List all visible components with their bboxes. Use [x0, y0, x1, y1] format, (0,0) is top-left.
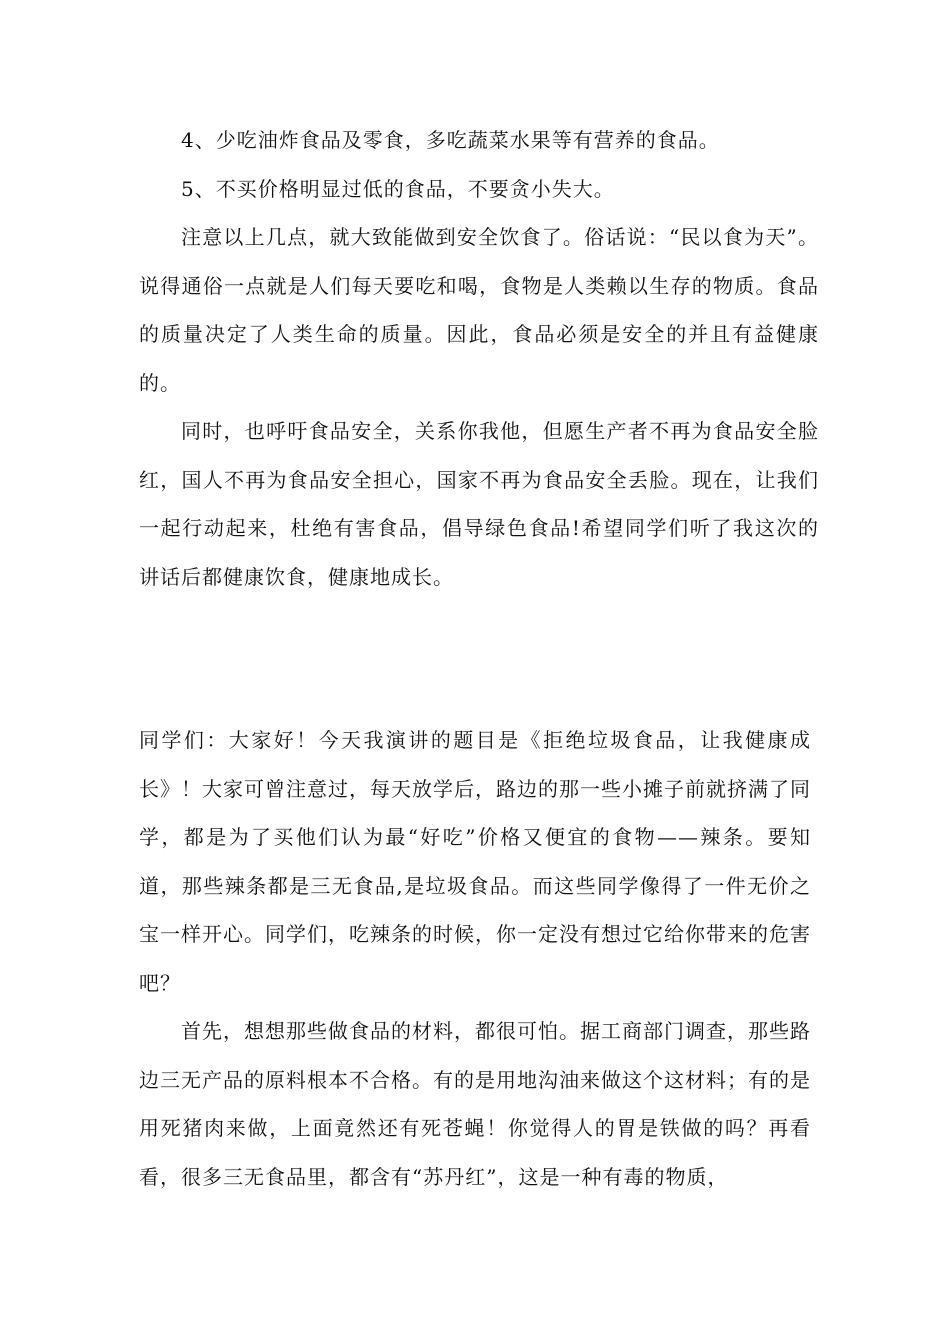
section-speech-junk-food	[139, 716, 811, 1201]
section-food-safety-tips	[139, 116, 819, 601]
paragraph-tip-5: 5、不买价格明显过低的食品，不要贪小失大。	[181, 176, 615, 201]
paragraph-tip-4: 4、少吃油炸食品及零食，多吃蔬菜水果等有营养的食品。	[181, 128, 720, 152]
paragraph-speech-opening: 同学们：大家好！今天我演讲的题目是《拒绝垃圾食品，让我健康成长》！大家可曾注意过，每天放学后，路边的那一些小摊子前就挤满了同学，都是为了买他们认为最“好吃”价格又便宜的食物——辣条。要知道，那些辣条都是三无食品,是垃圾食品。而这些同学像得了一件无价之宝一样开心。同学们，吃辣条的时候，你一定没有想过它给你带来的危害吧？	[139, 728, 811, 995]
paragraph-speech-materials: 首先，想想那些做食品的材料，都很可怕。据工商部门调查，那些路边三无产品的原料根本不合格。有的是用地沟油来做这个这材料；有的是用死猪肉来做，上面竟然还有死苍蝇！你觉得人的胃是铁做的吗？再看看，很多三无食品里，都含有“苏丹红”，这是一种有毒的物质，	[139, 1019, 811, 1189]
paragraph-call-to-action: 同时，也呼吁食品安全，关系你我他，但愿生产者不再为食品安全脸红，国人不再为食品安全担心，国家不再为食品安全丢脸。现在，让我们一起行动起来，杜绝有害食品，倡导绿色食品!希望同学们听了我这次的讲话后都健康饮食，健康地成长。	[139, 419, 819, 589]
paragraph-summary: 注意以上几点，就大致能做到安全饮食了。俗话说：“民以食为天”。说得通俗一点就是人们每天要吃和喝，食物是人类赖以生存的物质。食品的质量决定了人类生命的质量。因此，食品必须是安全的并且有益健康的。	[139, 225, 819, 395]
